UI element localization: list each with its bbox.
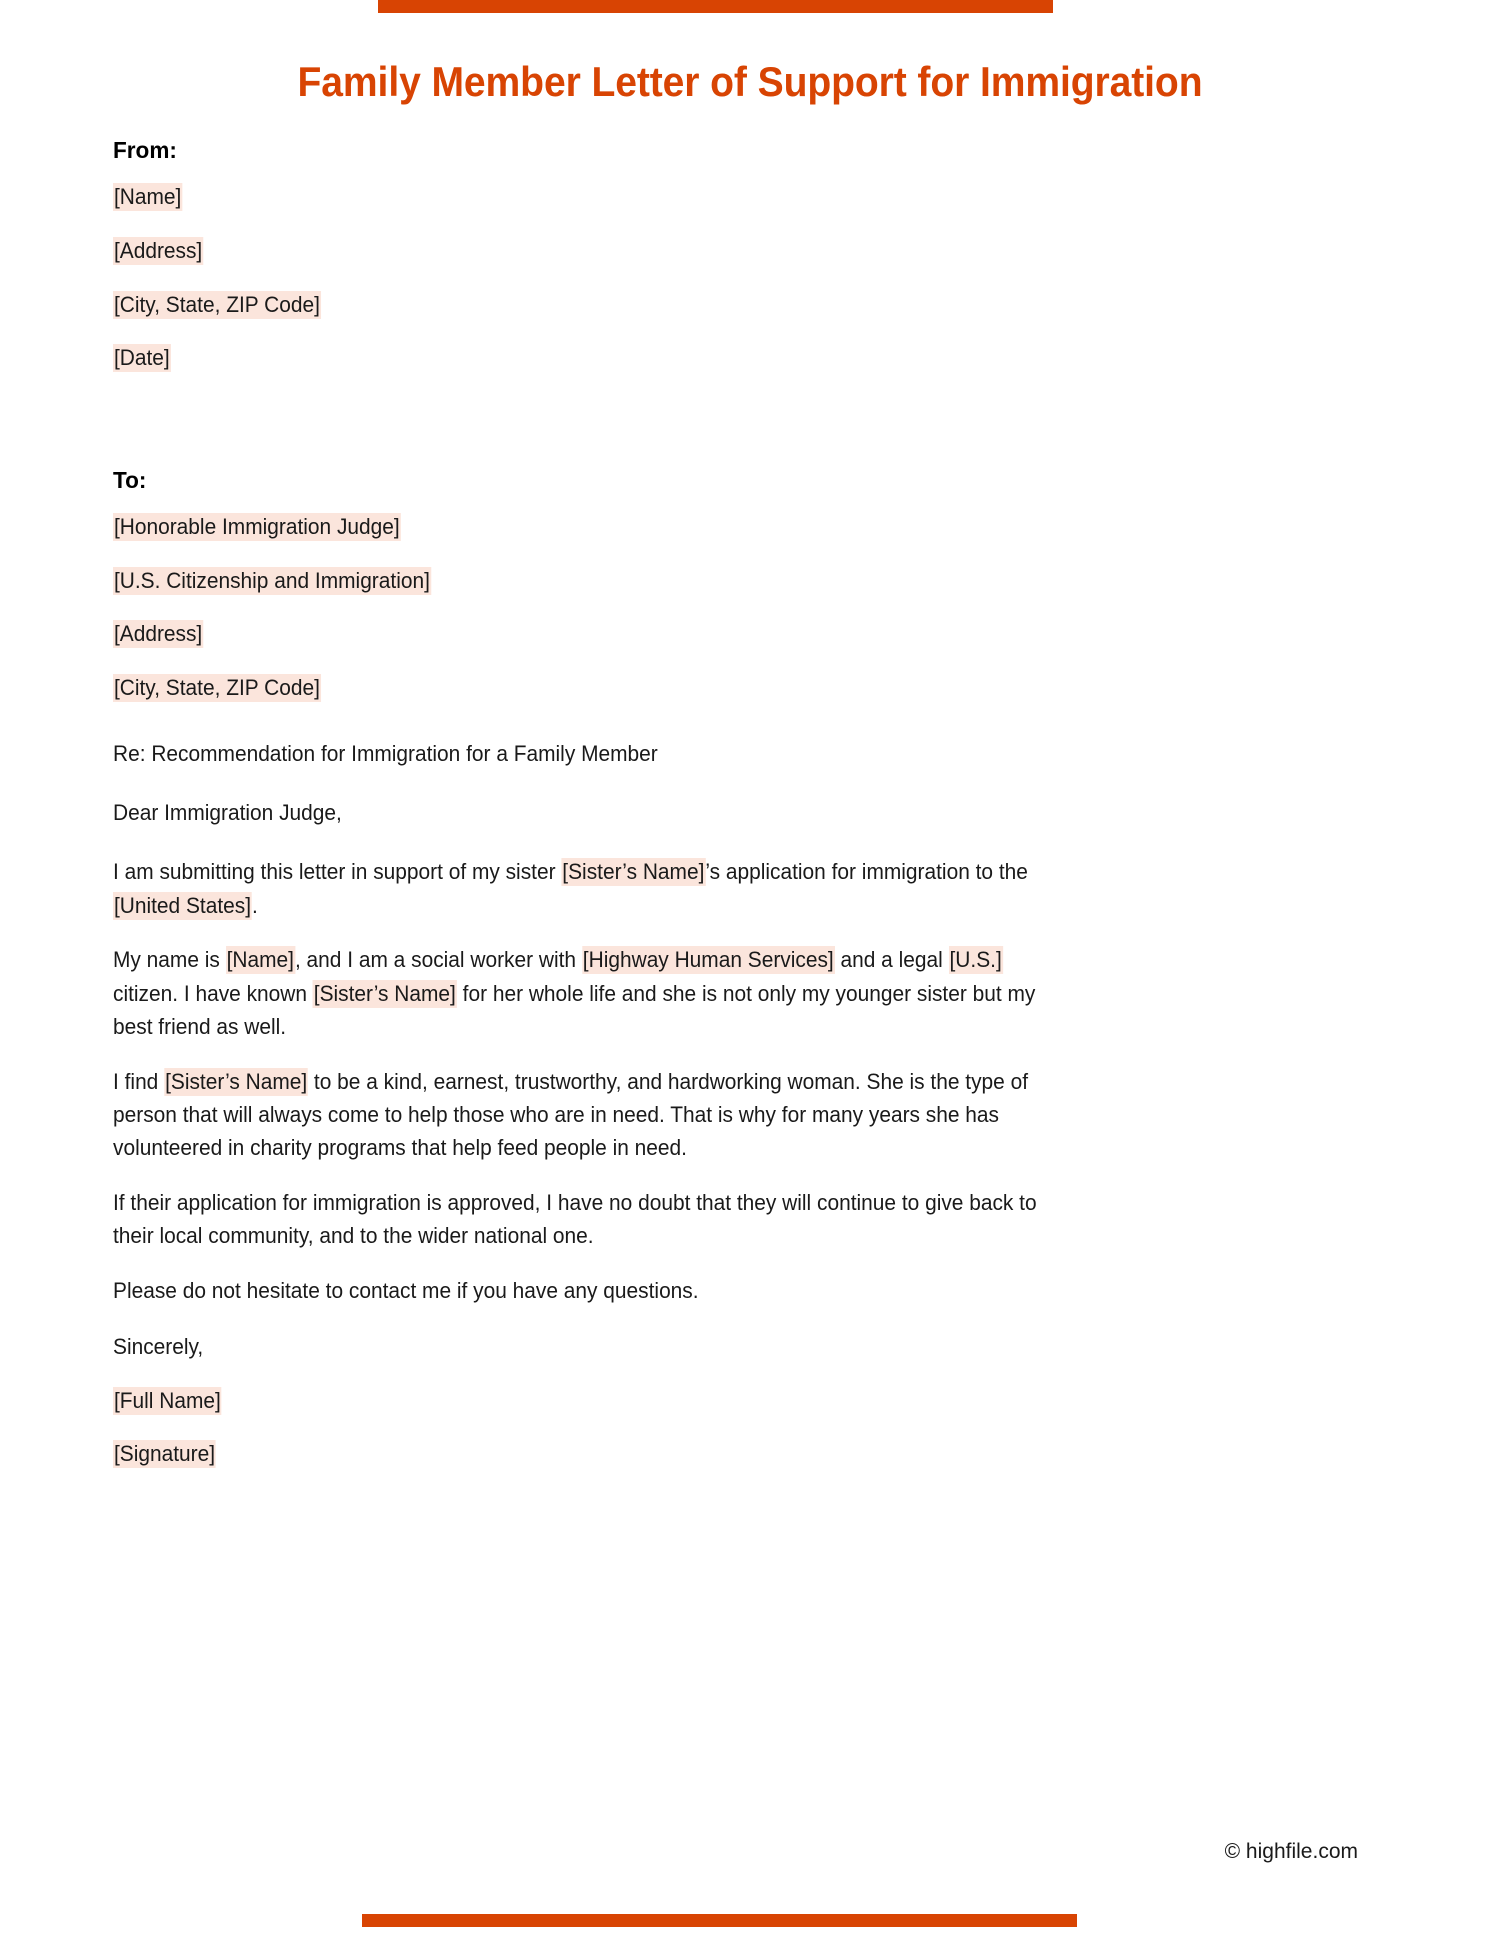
to-line-agency	[113, 567, 1044, 596]
closing-sincerely: Sincerely,	[113, 1334, 204, 1360]
placeholder-sisters-name-3[interactable]: [Sister’s Name]	[165, 1068, 308, 1094]
paragraph-2	[113, 943, 1044, 1043]
letter-body	[113, 136, 1093, 1494]
p2-text-c: and a legal	[834, 947, 949, 973]
placeholder-honorable-immigration-judge[interactable]: [Honorable Immigration Judge]	[113, 514, 400, 540]
p1-text-c: .	[251, 892, 258, 918]
from-line-name	[113, 183, 1044, 212]
paragraph-1	[113, 855, 1044, 922]
paragraph-3	[113, 1065, 1044, 1165]
placeholder-us[interactable]: [U.S.]	[949, 947, 1002, 973]
from-line-city-state-zip	[113, 291, 1044, 320]
bottom-accent-bar	[362, 1914, 1077, 1927]
placeholder-full-name[interactable]: [Full Name]	[113, 1387, 221, 1413]
placeholder-united-states[interactable]: [United States]	[113, 892, 252, 918]
paragraph-4: If their application for immigration is approved, I have no doubt that they will continue to give back to their local community, and to the wider national one.	[113, 1189, 1037, 1249]
p1-text-a: I am submitting this letter in support of my sister	[113, 859, 562, 885]
top-accent-bar	[378, 0, 1053, 13]
placeholder-sisters-name-2[interactable]: [Sister’s Name]	[313, 980, 456, 1006]
p3-text-a: I find	[113, 1068, 165, 1094]
placeholder-city-state-zip[interactable]: [City, State, ZIP Code]	[113, 291, 320, 317]
p2-text-b: , and I am a social worker with	[294, 947, 582, 973]
p1-text-b: ’s application for immigration to the	[705, 859, 1028, 885]
to-line-judge	[113, 513, 1044, 542]
placeholder-name[interactable]: [Name]	[113, 184, 182, 210]
placeholder-recipient-address[interactable]: [Address]	[113, 621, 203, 647]
closing-full-name	[113, 1387, 1044, 1416]
placeholder-uscis[interactable]: [U.S. Citizenship and Immigration]	[113, 567, 430, 593]
from-label: From:	[113, 137, 177, 163]
to-label: To:	[113, 466, 147, 493]
footer-credit: © highfile.com	[1224, 1840, 1358, 1863]
from-line-date	[113, 344, 1044, 373]
placeholder-writer-name[interactable]: [Name]	[226, 947, 294, 973]
placeholder-recipient-city-state-zip[interactable]: [City, State, ZIP Code]	[113, 674, 320, 700]
closing-signature	[113, 1440, 1044, 1469]
placeholder-date[interactable]: [Date]	[113, 345, 170, 371]
from-line-address	[113, 237, 1044, 266]
to-line-address	[113, 620, 1044, 649]
salutation: Dear Immigration Judge,	[113, 799, 342, 825]
p2-text-d: citizen. I have known	[113, 980, 313, 1006]
to-line-city-state-zip	[113, 674, 1044, 703]
placeholder-signature[interactable]: [Signature]	[113, 1441, 216, 1467]
placeholder-sisters-name-1[interactable]: [Sister’s Name]	[562, 859, 705, 885]
p3-text-b: to be a kind, earnest, trustworthy, and hardworking woman. She is the type of person that will always come to help those who are in need. That is why for many years she has volunteered in charity programs that help feed people in need.	[113, 1068, 1029, 1161]
page-title: Family Member Letter of Support for Immigration	[297, 58, 1203, 105]
placeholder-employer[interactable]: [Highway Human Services]	[582, 947, 834, 973]
subject-line: Re: Recommendation for Immigration for a Family Member	[113, 740, 658, 766]
p2-text-a: My name is	[113, 947, 226, 973]
p2-text-e: for her whole life and she is not only my younger sister but my best friend as well.	[113, 980, 1036, 1040]
placeholder-address[interactable]: [Address]	[113, 237, 203, 263]
from-to-spacer	[113, 398, 1093, 466]
paragraph-5: Please do not hesitate to contact me if you have any questions.	[113, 1277, 699, 1303]
